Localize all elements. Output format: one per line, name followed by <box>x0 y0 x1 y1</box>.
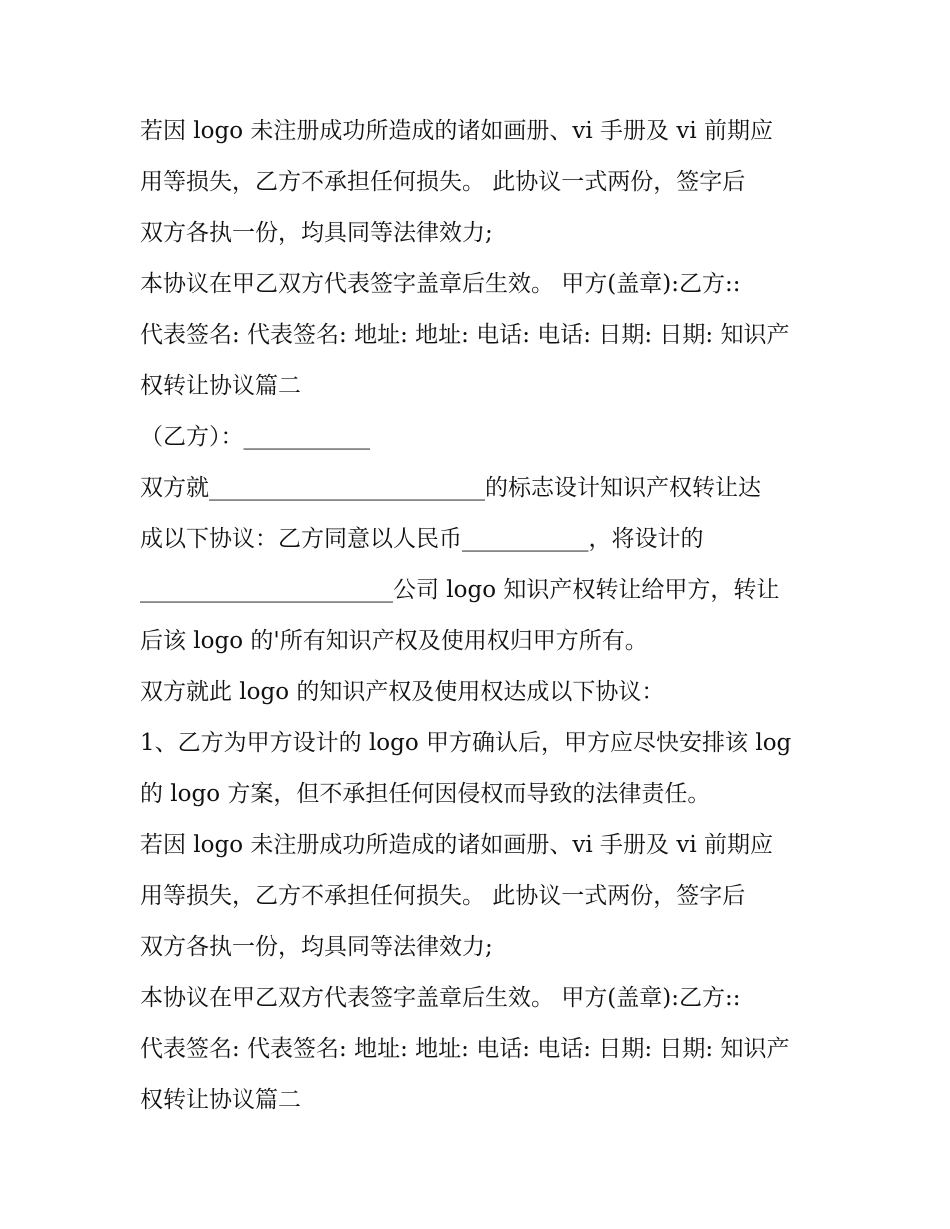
text-line: 代表签名: 代表签名: 地址: 地址: 电话: 电话: 日期: 日期: 知识产 <box>140 1036 790 1062</box>
text-line: 权转让协议篇二 <box>140 373 301 399</box>
text-line: 双方就此 logo 的知识产权及使用权达成以下协议： <box>140 679 665 705</box>
text-line: ______________________公司 logo 知识产权转让给甲方，转让 <box>140 577 780 603</box>
text-line: 本协议在甲乙双方代表签字盖章后生效。 甲方(盖章):乙方:: <box>140 271 741 297</box>
text-line: 双方各执一份，均具同等法律效力; <box>140 220 493 246</box>
text-line: 代表签名: 代表签名: 地址: 地址: 电话: 电话: 日期: 日期: 知识产 <box>140 322 790 348</box>
document-body <box>140 106 815 1126</box>
text-line: （乙方）：___________ <box>140 424 370 450</box>
text-line: 用等损失，乙方不承担任何损失。 此协议一式两份，签字后 <box>140 883 746 909</box>
text-line: 权转让协议篇二 <box>140 1087 301 1113</box>
text-line: 双方各执一份，均具同等法律效力; <box>140 934 493 960</box>
text-line: 成以下协议：乙方同意以人民币___________，将设计的 <box>140 526 704 552</box>
text-line: 双方就________________________的标志设计知识产权转让达 <box>140 475 761 501</box>
text-line: 后该 logo 的'所有知识产权及使用权归甲方所有。 <box>140 628 648 654</box>
text-line: 1、乙方为甲方设计的 logo 甲方确认后，甲方应尽快安排该 log <box>140 730 792 756</box>
text-line: 本协议在甲乙双方代表签字盖章后生效。 甲方(盖章):乙方:: <box>140 985 741 1011</box>
text-line: 的 logo 方案，但不承担任何因侵权而导致的法律责任。 <box>140 781 711 807</box>
text-line: 若因 logo 未注册成功所造成的诸如画册、vi 手册及 vi 前期应 <box>140 832 774 858</box>
text-line: 用等损失，乙方不承担任何损失。 此协议一式两份，签字后 <box>140 169 746 195</box>
text-line: 若因 logo 未注册成功所造成的诸如画册、vi 手册及 vi 前期应 <box>140 118 774 144</box>
